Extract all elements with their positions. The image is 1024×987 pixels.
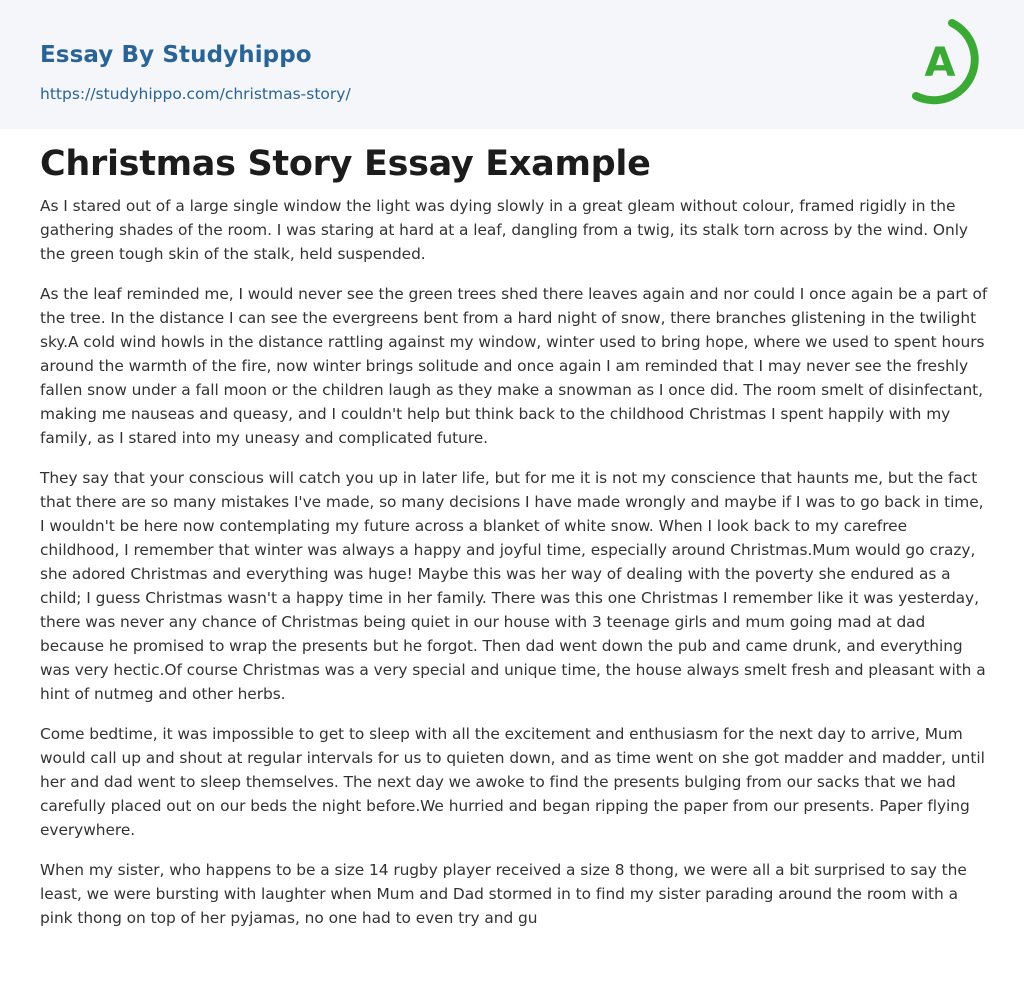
essay-paragraph-5: When my sister, who happens to be a size 14 rugby player received a size 8 thong, we were all a bit surprised to say the least, we were bursting with laughter when Mum and Dad stormed in to find my sister parading around the room with a pink thong on top of her pyjamas, no one had to even try and gu xyxy=(40,861,967,927)
logo-letter: A xyxy=(924,40,956,86)
studyhippo-logo[interactable] xyxy=(910,18,988,106)
site-header xyxy=(0,0,1024,129)
logo-icon xyxy=(910,18,988,106)
brand-title[interactable]: Essay By Studyhippo xyxy=(40,42,312,68)
page-title: Christmas Story Essay Example xyxy=(40,144,651,184)
essay-url-link[interactable]: https://studyhippo.com/christmas-story/ xyxy=(40,85,351,103)
essay-paragraph-3: They say that your conscious will catch you up in later life, but for me it is not my conscience that haunts me, but the fact that there are so many mistakes I've made, so many decisions I have made wrongly and maybe if I was to go back in time, I wouldn't be here now contemplating my future across a blanket of white snow. When I look back to my carefree childhood, I remember that winter was always a happy and joyful time, especially around Christmas.Mum would go crazy, she adored Christmas and everything was huge! Maybe this was her way of dealing with the poverty she endured as a child; I guess Christmas wasn't a happy time in her family. There was this one Christmas I remember like it was yesterday, there was never any chance of Christmas being quiet in our house with 3 teenage girls and mum going mad at dad because he promised to wrap the presents but he forgot. Then dad went down the pub and came drunk, and everything was very hectic.Of course Christmas was a very special and unique time, the house always smelt fresh and pleasant with a hint of nutmeg and other herbs. xyxy=(40,469,986,703)
essay-paragraph-1: As I stared out of a large single window the light was dying slowly in a great gleam without colour, framed rigidly in the gathering shades of the room. I was staring at hard at a leaf, dangling from a twig, its stalk torn across by the wind. Only the green tough skin of the stalk, held suspended. xyxy=(40,197,968,263)
essay-body xyxy=(40,194,990,946)
essay-paragraph-2: As the leaf reminded me, I would never see the green trees shed there leaves again and nor could I once again be a part of the tree. In the distance I can see the evergreens bent from a hard night of snow, there branches glistening in the twilight sky.A cold wind howls in the distance rattling against my window, winter used to bring hope, where we used to spent hours around the warmth of the fire, now winter brings solitude and once again I am reminded that I may never see the freshly fallen snow under a fall moon or the children laugh as they make a snowman as I once did. The room smelt of disinfectant, making me nauseas and queasy, and I couldn't help but think back to the childhood Christmas I spent happily with my family, as I stared into my uneasy and complicated future. xyxy=(40,285,988,447)
essay-paragraph-4: Come bedtime, it was impossible to get to sleep with all the excitement and enthusiasm for the next day to arrive, Mum would call up and shout at regular intervals for us to quieten down, and as time went on she got madder and madder, until her and dad went to sleep themselves. The next day we awoke to find the presents bulging from our sacks that we had carefully placed out on our beds the night before.We hurried and began ripping the paper from our presents. Paper flying everywhere. xyxy=(40,725,985,839)
